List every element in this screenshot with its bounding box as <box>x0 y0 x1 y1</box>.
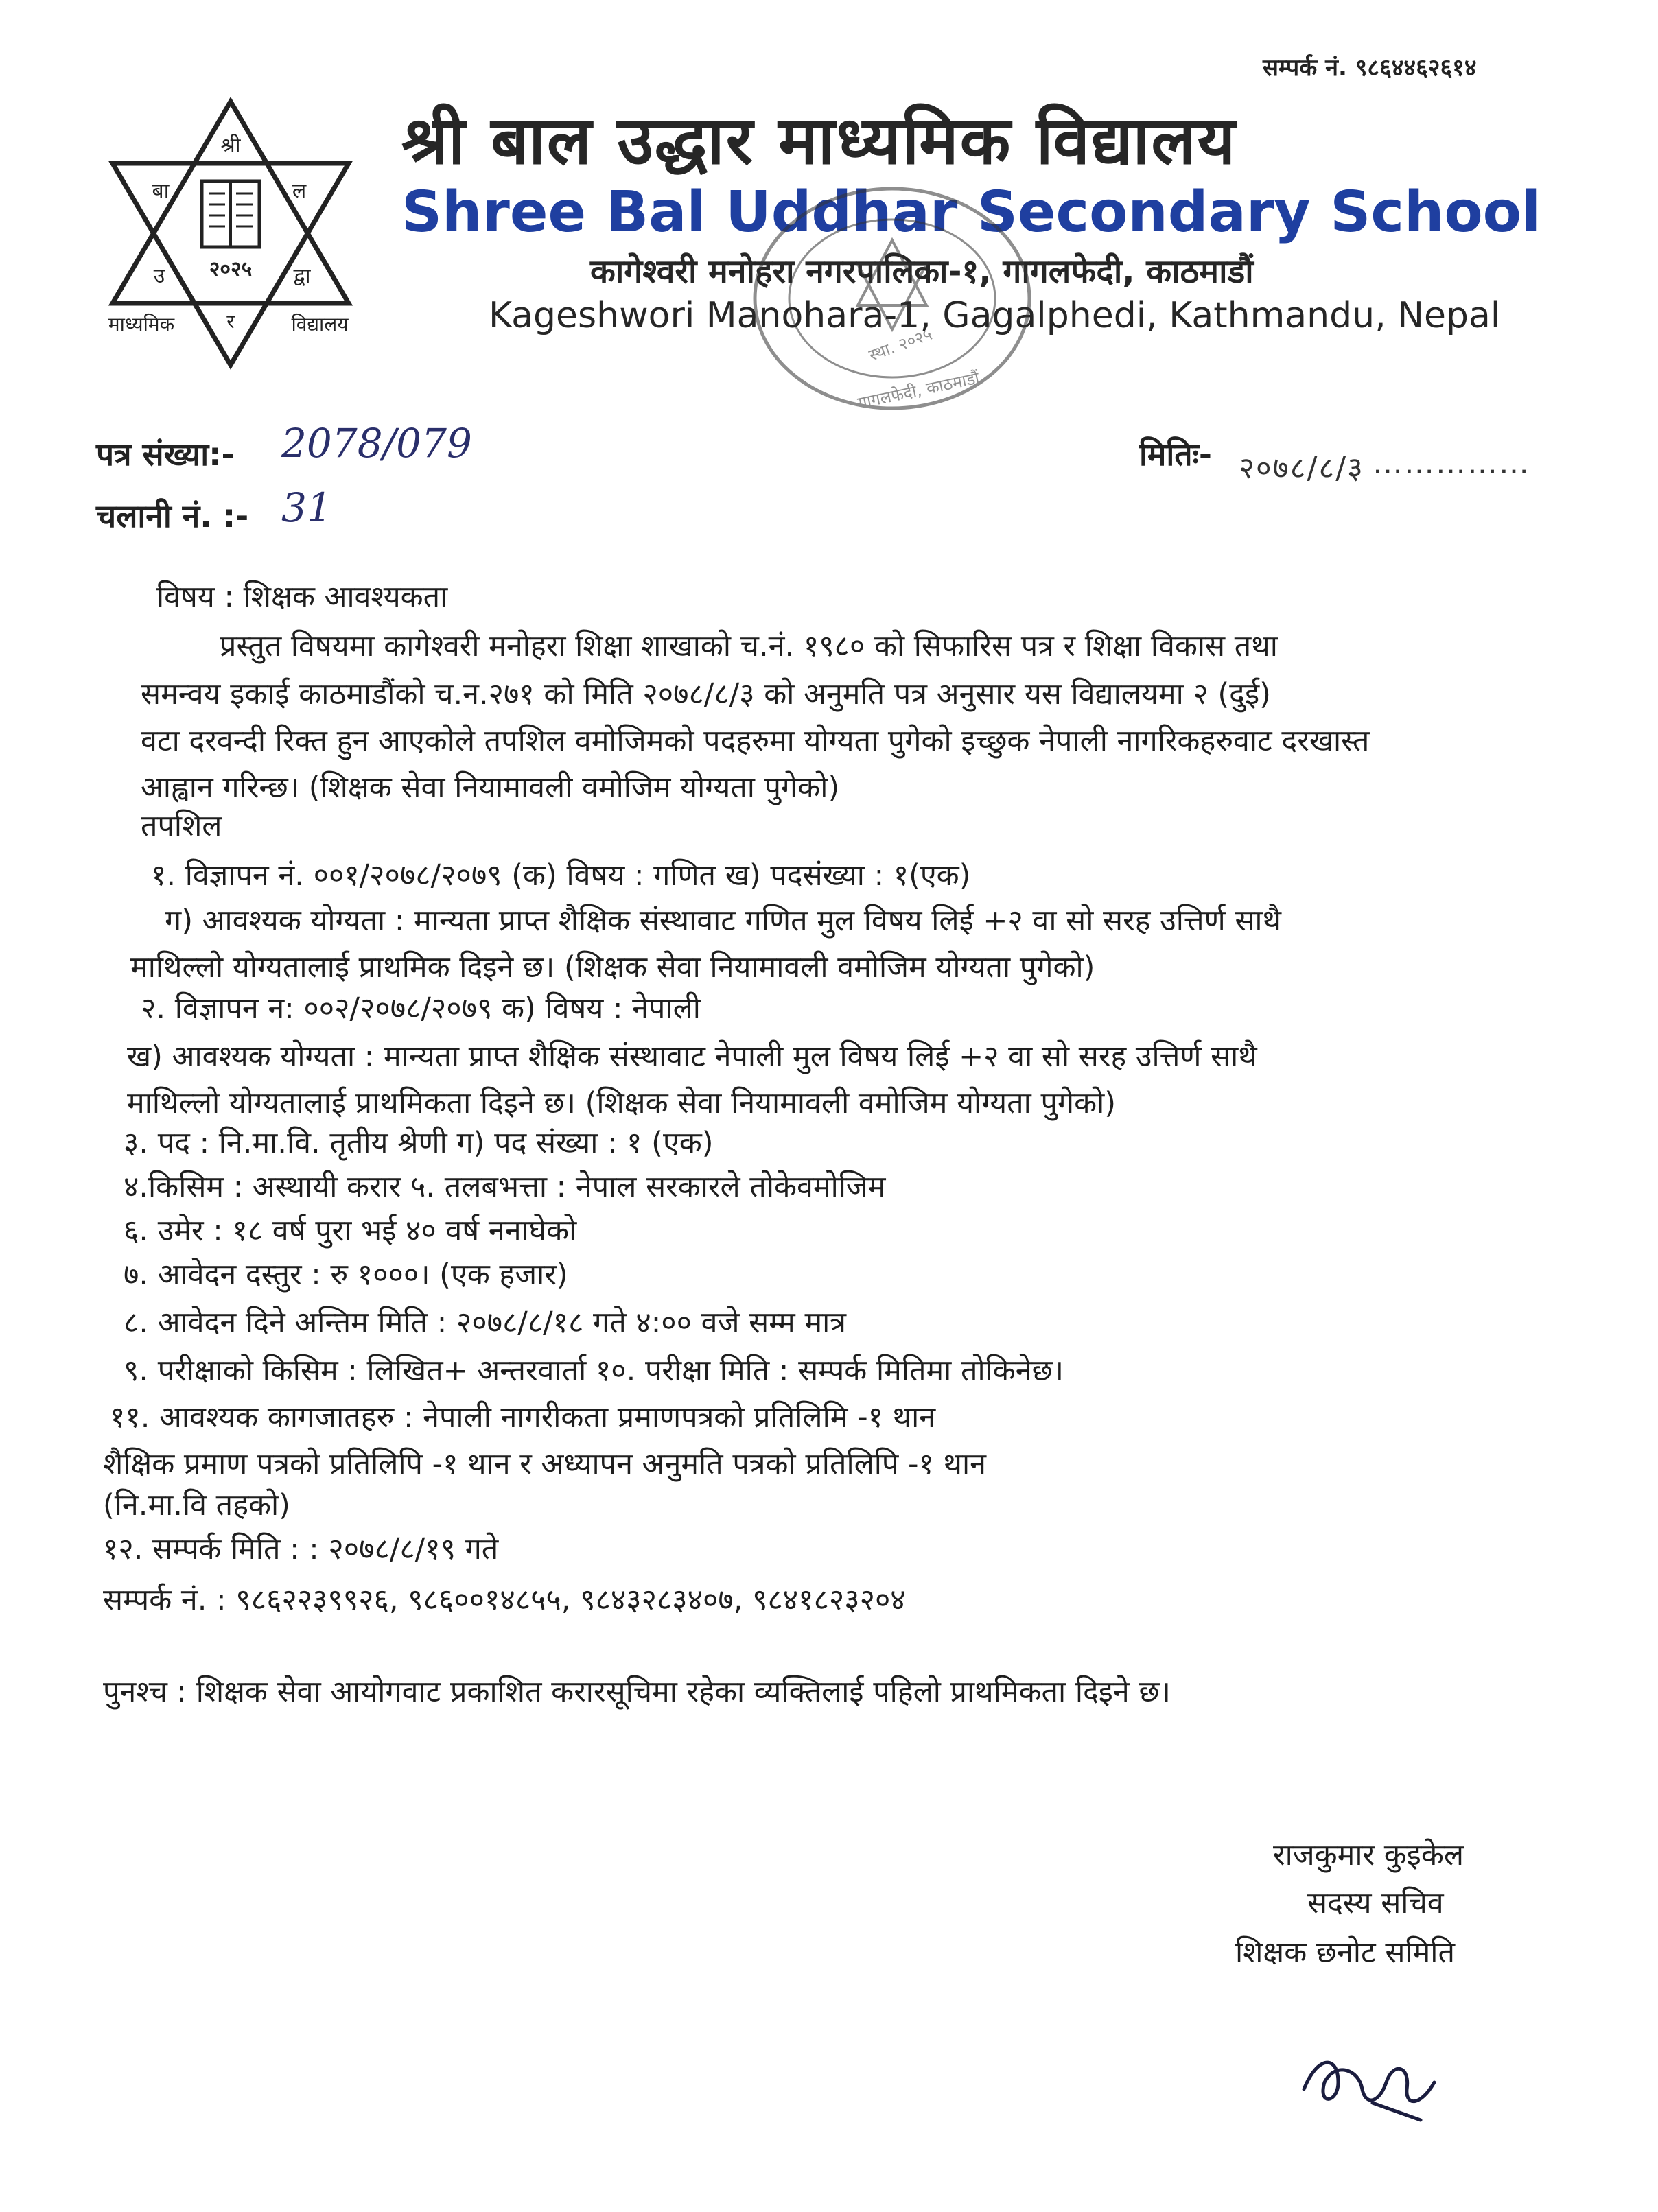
exam-type-line: ९. परीक्षाको किसिम : लिखित+ अन्तरवार्ता १०. परीक्षा मिति : सम्पर्क मितिमा तोकिनेछ। <box>124 1354 1064 1388</box>
age-line: ६. उमेर : १८ वर्ष पुरा भई ४० वर्ष ननाघेको <box>124 1214 577 1248</box>
body-para-line: समन्वय इकाई काठमाडौंको च.न.२७१ को मिति २०७८/८/३ को अनुमति पत्र अनुसार यस विद्यालयमा २ (दुई) <box>141 677 1271 711</box>
signatory-post: सदस्य सचिव <box>1307 1886 1444 1920</box>
school-title-nepali: श्री बाल उद्धार माध्यमिक विद्यालय <box>401 102 1237 179</box>
logo-text-mid-left: उ <box>153 264 165 288</box>
vacancy-2-qualification-cont: माथिल्लो योग्यतालाई प्राथमिकता दिइने छ। (शिक्षक सेवा नियामावली वमोजिम योग्यता पुगेको) <box>127 1086 1117 1120</box>
contact-numbers-line: सम्पर्क नं. : ९८६२२३९९२६, ९८६००१४८५५, ९८४३२८३४०७, ९८४१८२३२०४ <box>103 1583 906 1617</box>
subject-line: विषय : शिक्षक आवश्यकता <box>156 580 448 614</box>
vacancy-1-line: १. विज्ञापन नं. ००१/२०७८/२०७९ (क) विषय : गणित ख) पदसंख्या : १(एक) <box>151 858 971 893</box>
logo-text-bottom-left: माध्यमिक <box>108 313 175 336</box>
documents-level-note: (नि.मा.वि तहको) <box>103 1488 290 1522</box>
body-para-line: प्रस्तुत विषयमा कागेश्वरी मनोहरा शिक्षा शाखाको च.नं. १९८० को सिफारिस पत्र र शिक्षा विकास तथा <box>220 629 1278 663</box>
handwritten-signature <box>1297 2041 1448 2123</box>
application-fee-line: ७. आवेदन दस्तुर : रु १०००। (एक हजार) <box>124 1258 568 1292</box>
logo-text-top: श्री <box>220 134 241 158</box>
date-label: मितिः- <box>1139 436 1212 473</box>
school-seal-stamp <box>741 175 1043 422</box>
vacancy-1-qualification: ग) आवश्यक योग्यता : मान्यता प्राप्त शैक्षिक संस्थावाट गणित मुल विषय लिई +२ वा सो सरह उत्तिर्ण साथै <box>165 904 1282 938</box>
body-para-line: वटा दरवन्दी रिक्त हुन आएकोले तपशिल वमोजिमको पदहरुमा योग्यता पुगेको इच्छुक नेपाली नागरिकहरुवाट दरखास्त <box>141 724 1370 758</box>
seal-text-bottom: गागलफेदी, काठमाडौं <box>856 368 981 413</box>
school-title-english: Shree Bal Uddhar Secondary School <box>401 180 1541 245</box>
logo-year: २०२५ <box>209 257 253 281</box>
patra-sankhya-value: 2078/079 <box>281 420 472 467</box>
deadline-line: ८. आवेदन दिने अन्तिम मिति : २०७८/८/१८ गते ४:०० वजे सम्म मात्र <box>124 1306 847 1340</box>
logo-text-left: बा <box>152 179 170 203</box>
chalani-value: 31 <box>281 484 332 531</box>
logo-text-right: ल <box>292 179 307 203</box>
book-icon <box>202 181 259 247</box>
vacancy-1-qualification-cont: माथिल्लो योग्यतालाई प्राथमिक दिइने छ। (शिक्षक सेवा नियामावली वमोजिम योग्यता पुगेको) <box>130 950 1095 985</box>
body-para-line: आह्वान गरिन्छ। (शिक्षक सेवा नियामावली वमोजिम योग्यता पुगेको) <box>141 770 840 805</box>
date-dotted-line: …………… <box>1373 446 1530 481</box>
tapashil-heading: तपशिल <box>141 809 222 843</box>
patra-sankhya-label: पत्र संख्या:- <box>96 436 235 473</box>
post-level-line: ३. पद : नि.मा.वि. तृतीय श्रेणी ग) पद संख्या : १ (एक) <box>124 1126 714 1160</box>
school-address-english: Kageshwori Manohara-1, Gagalphedi, Kathmandu, Nepal <box>489 295 1501 336</box>
chalani-label: चलानी नं. :- <box>96 497 249 534</box>
logo-text-bottom-mid: र <box>226 310 235 333</box>
logo-text-bottom-right: विद्यालय <box>291 313 349 336</box>
logo-text-mid-right: द्वा <box>293 264 311 288</box>
school-address-nepali: कागेश्वरी मनोहरा नगरपालिका-१, गागलफेदी, काठमाडौं <box>590 252 1254 291</box>
seal-text-estd: स्था. २०२५ <box>866 324 935 365</box>
signatory-name: राजकुमार कुइकेल <box>1273 1838 1464 1872</box>
date-value: २०७८/८/३ <box>1239 451 1364 486</box>
school-logo <box>93 96 368 370</box>
contact-date-line: १२. सम्पर्क मिति : : २०७८/८/१९ गते <box>103 1532 499 1566</box>
vacancy-2-qualification: ख) आवश्यक योग्यता : मान्यता प्राप्त शैक्षिक संस्थावाट नेपाली मुल विषय लिई +२ वा सो सरह उत्तिर्ण साथै <box>127 1039 1257 1074</box>
header-contact-number: सम्पर्क नं. ९८६४४६२६१४ <box>1263 54 1477 82</box>
postscript-line: पुनश्च : शिक्षक सेवा आयोगवाट प्रकाशित करारसूचिमा रहेका व्यक्तिलाई पहिलो प्राथमिकता दिइने छ। <box>103 1675 1171 1709</box>
documents-line-cont: शैक्षिक प्रमाण पत्रको प्रतिलिपि -१ थान र अध्यापन अनुमति पत्रको प्रतिलिपि -१ थान <box>103 1447 986 1481</box>
contract-type-line: ४.किसिम : अस्थायी करार ५. तलबभत्ता : नेपाल सरकारले तोकेवमोजिम <box>124 1170 886 1204</box>
vacancy-2-line: २. विज्ञापन न: ००२/२०७८/२०७९ क) विषय : नेपाली <box>141 991 701 1026</box>
documents-line: ११. आवश्यक कागजातहरु : नेपाली नागरीकता प्रमाणपत्रको प्रतिलिमि -१ थान <box>110 1400 936 1435</box>
signatory-committee: शिक्षक छनोट समिति <box>1235 1936 1455 1970</box>
